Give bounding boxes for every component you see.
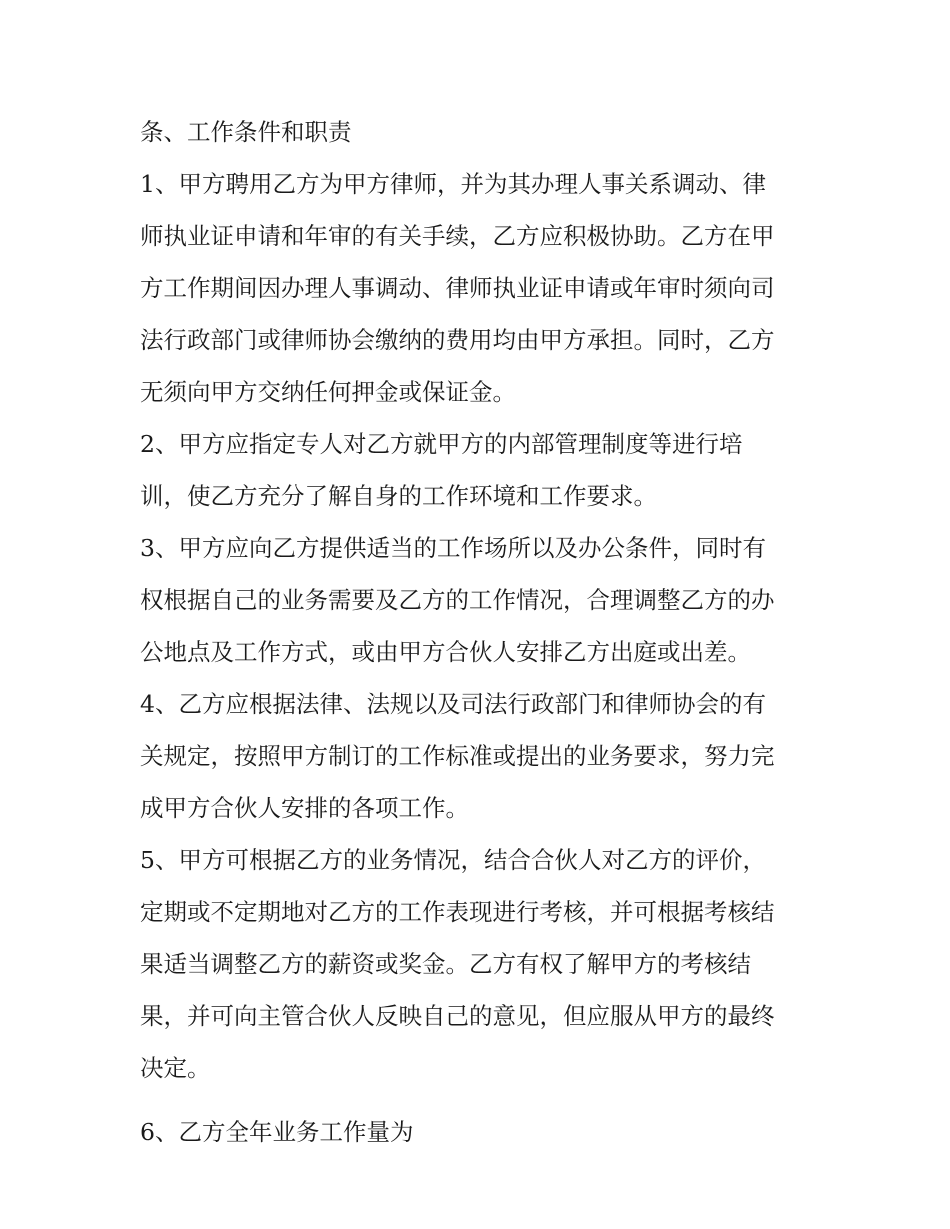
text-line: 关规定，按照甲方制订的工作标准或提出的业务要求，努力完	[140, 742, 775, 770]
text-line: 法行政部门或律师协会缴纳的费用均由甲方承担。同时，乙方	[140, 326, 775, 354]
text-line: 权根据自己的业务需要及乙方的工作情况，合理调整乙方的办	[140, 586, 775, 614]
text-line: 5、甲方可根据乙方的业务情况，结合合伙人对乙方的评价，	[140, 846, 766, 874]
text-line: 公地点及工作方式，或由甲方合伙人安排乙方出庭或出差。	[140, 638, 751, 666]
text-line: 6、乙方全年业务工作量为	[140, 1118, 414, 1146]
text-line: 定期或不定期地对乙方的工作表现进行考核，并可根据考核结	[140, 898, 775, 926]
text-line: 训，使乙方充分了解自身的工作环境和工作要求。	[140, 482, 657, 510]
text-line: 无须向甲方交纳任何押金或保证金。	[140, 378, 516, 406]
section-heading: 条、工作条件和职责	[140, 118, 352, 146]
text-line: 果，并可向主管合伙人反映自己的意见，但应服从甲方的最终	[140, 1002, 775, 1030]
text-line: 3、甲方应向乙方提供适当的工作场所以及办公条件，同时有	[140, 534, 766, 562]
text-line: 2、甲方应指定专人对乙方就甲方的内部管理制度等进行培	[140, 430, 743, 458]
text-line: 1、甲方聘用乙方为甲方律师，并为其办理人事关系调动、律	[140, 170, 766, 198]
text-line: 成甲方合伙人安排的各项工作。	[140, 794, 469, 822]
text-line: 决定。	[140, 1054, 211, 1082]
text-line: 方工作期间因办理人事调动、律师执业证申请或年审时须向司	[140, 274, 775, 302]
document-body	[140, 106, 820, 1158]
text-line: 师执业证申请和年审的有关手续，乙方应积极协助。乙方在甲	[140, 222, 775, 250]
text-line: 果适当调整乙方的薪资或奖金。乙方有权了解甲方的考核结	[140, 950, 751, 978]
text-line: 4、乙方应根据法律、法规以及司法行政部门和律师协会的有	[140, 690, 766, 718]
